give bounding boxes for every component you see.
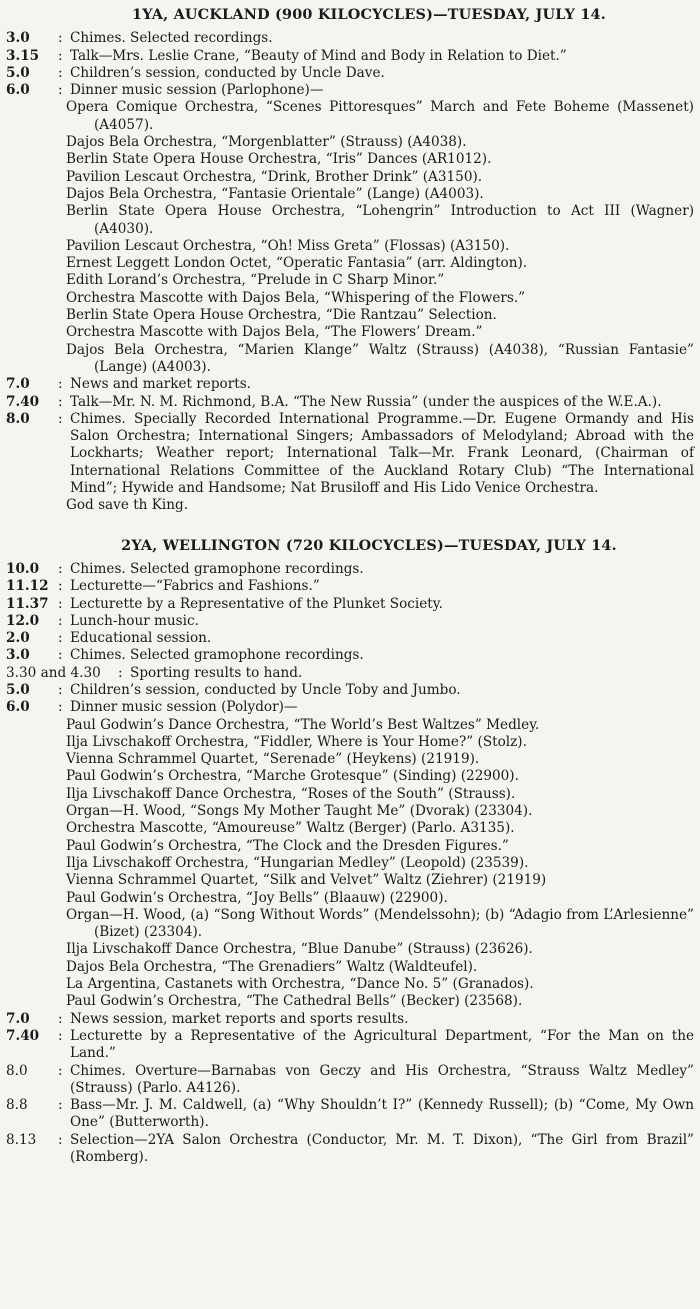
entry-time: 3.30 and 4.30 [6,664,101,681]
entry-time: 8.0 [6,1062,28,1079]
dinner-item: Paul Godwin’s Orchestra, “Marche Grotesque” (Sinding) (22900). [66,768,519,785]
entry-text: Lunch-hour music. [70,612,199,629]
dinner-item: Dajos Bela Orchestra, “Fantasie Orientale” (Lange) (A4003). [66,185,484,202]
entry-time: 6.0 [6,82,30,99]
schedule-entry: 3.15 : Talk—Mrs. Leslie Crane, “Beauty of Mind and Body in Relation to Diet.” [6,48,694,65]
entry-text: Lecturette—“Fabrics and Fashions.” [70,578,320,595]
entry-time: 11.37 [6,595,49,612]
entry-time: 5.0 [6,681,30,698]
schedule-entry: 5.0 : Children’s session, conducted by Uncle Dave. [6,65,694,82]
entry-time: 7.40 [6,1027,40,1044]
entry-text: News and market reports. [70,376,251,393]
entry-time: 11.12 [6,578,49,595]
station-heading-1ya: 1YA, AUCKLAND (900 KILOCYCLES)—TUESDAY, JULY 14. [132,6,606,23]
dinner-item: Orchestra Mascotte with Dajos Bela, “The Flowers’ Dream.” [66,324,483,341]
entry-text: Selection—2YA Salon Orchestra (Conductor, Mr. M. T. Dixon), “The Girl from Brazil” (Romberg). [70,1131,694,1165]
dinner-item: Edith Lorand’s Orchestra, “Prelude in C Sharp Minor.” [66,272,445,289]
dinner-item: La Argentina, Castanets with Orchestra, “Dance No. 5” (Granados). [66,976,534,993]
entry-text: Talk—Mr. N. M. Richmond, B.A. “The New Russia” (under the auspices of the W.E.A.). [70,393,662,410]
dinner-item: Pavilion Lescaut Orchestra, “Oh! Miss Greta” (Flossas) (A3150). [66,237,510,254]
dinner-item: Berlin State Opera House Orchestra, “Die Rantzau” Selection. [66,307,497,324]
entry-text: Chimes. Selected gramophone recordings. [70,560,364,577]
entry-text: Sporting results to hand. [130,664,303,681]
entry-text: Lecturette by a Representative of the Agricultural Department, “For the Man on the Land.” [70,1027,694,1062]
dinner-item: Organ—H. Wood, (a) “Song Without Words” (Mendelssohn); (b) “Adagio from L’Arlesienne” (Bizet) (23304). [66,906,694,941]
entry-time: 8.8 [6,1097,28,1114]
dinner-item: Ilja Livschakoff Orchestra, “Hungarian Medley” (Leopold) (23539). [66,854,529,871]
dinner-item: Pavilion Lescaut Orchestra, “Drink, Brother Drink” (A3150). [66,168,483,185]
schedule-entry: 3.0 : Chimes. Selected gramophone recordings. [6,647,694,664]
schedule-entry: 7.0 : News session, market reports and sports results. [6,1011,694,1028]
schedule-entry: 11.37 : Lecturette by a Representative of the Plunket Society. [6,596,694,613]
schedule-entry: 8.8 : Bass—Mr. J. M. Caldwell, (a) “Why Shouldn’t I?” (Kennedy Russell); (b) “Come, My Own One” (Butterworth). [6,1097,694,1131]
entry-text: Chimes. Overture—Barnabas von Geczy and His Orchestra, “Strauss Waltz Medley” (Strauss) (Parlo. A4126). [70,1062,694,1096]
dinner-item: Paul Godwin’s Orchestra, “The Cathedral Bells” (Becker) (23568). [66,993,523,1010]
entry-time: 10.0 [6,560,40,577]
dinner-item: Ilja Livschakoff Dance Orchestra, “Blue Danube” (Strauss) (23626). [66,941,533,958]
schedule-entry: 3.0 : Chimes. Selected recordings. [6,30,694,47]
schedule-entry: 12.0 : Lunch-hour music. [6,613,694,630]
entry-text: Talk—Mrs. Leslie Crane, “Beauty of Mind and Body in Relation to Diet.” [70,47,567,64]
dinner-item: Ernest Leggett London Octet, “Operatic Fantasia” (arr. Aldington). [66,255,528,272]
schedule-entry: 2.0 : Educational session. [6,630,694,647]
dinner-item: Dajos Bela Orchestra, “The Grenadiers” Waltz (Waldteufel). [66,958,478,975]
entry-text: Chimes. Specially Recorded International Programme.—Dr. Eugene Ormandy and His Salon Orchestra; International Singers; Ambassadors of Melodyland; Abroad with the Lockharts; Weather report; International Talk—Mr. Frank Leonard, (Chairman of International Relations Committee of the Auckland Rotary Club) “The International Mind”; Hywide and Handsome; Nat Brusiloff and His Lido Venice Orchestra. [70,410,694,497]
dinner-item: Paul Godwin’s Orchestra, “Joy Bells” (Blaauw) (22900). [66,889,448,906]
dinner-item: Orchestra Mascotte with Dajos Bela, “Whispering of the Flowers.” [66,289,526,306]
entry-time: 8.13 [6,1131,37,1148]
schedule-entry: 8.0 : Chimes. Specially Recorded International Programme.—Dr. Eugene Ormandy and His Salon Orchestra; International Singers; Ambassadors of Melodyland; Abroad with the Lockharts; Weather report; International Talk—Mr. Frank Leonard, (Chairman of International Relations Committee of the Auckland Rotary Club) “The International Mind”; Hywide and Handsome; Nat Brusiloff and His Lido Venice Orchestra. [6,410,694,497]
entry-time: 7.0 [6,376,30,393]
dinner-music-list-2ya [6,717,694,1011]
entry-time: 8.0 [6,410,30,427]
entry-time: 2.0 [6,630,30,647]
schedule-entry: 5.0 : Children’s session, conducted by Uncle Toby and Jumbo. [6,682,694,699]
schedule-entry: 8.0 : Chimes. Overture—Barnabas von Geczy and His Orchestra, “Strauss Waltz Medley” (Strauss) (Parlo. A4126). [6,1062,694,1096]
entry-time: 7.0 [6,1010,30,1027]
entry-time: 5.0 [6,64,30,81]
schedule-entry: 6.0 : Dinner music session (Parlophone)— [6,82,694,99]
entry-time: 7.40 [6,393,40,410]
dinner-item: Vienna Schrammel Quartet, “Serenade” (Heykens) (21919). [66,751,480,768]
dinner-item: Paul Godwin’s Orchestra, “The Clock and the Dresden Figures.” [66,837,509,854]
entry-text: Chimes. Selected gramophone recordings. [70,647,364,664]
schedule-entry: 7.40 : Talk—Mr. N. M. Richmond, B.A. “The New Russia” (under the auspices of the W.E.A.). [6,394,694,411]
listing-page [6,6,694,1166]
schedule-entry: 10.0 : Chimes. Selected gramophone recordings. [6,561,694,578]
entry-text: Dinner music session (Parlophone)— [70,82,324,99]
schedule-entry: 11.12 : Lecturette—“Fabrics and Fashions.” [6,578,694,595]
dinner-item: Paul Godwin’s Dance Orchestra, “The World’s Best Waltzes” Medley. [66,716,540,733]
entry-time: 12.0 [6,612,40,629]
dinner-item: Dajos Bela Orchestra, “Morgenblatter” (Strauss) (A4038). [66,134,467,151]
schedule-entry: 3.30 and 4.30 : Sporting results to hand. [6,665,694,682]
entry-text: Lecturette by a Representative of the Plunket Society. [70,595,443,612]
entry-text: News session, market reports and sports results. [70,1010,409,1027]
schedule-entry: 7.40 : Lecturette by a Representative of the Agricultural Department, “For the Man on the Land.” [6,1027,694,1062]
schedule-entry: 8.13 : Selection—2YA Salon Orchestra (Conductor, Mr. M. T. Dixon), “The Girl from Brazil” (Romberg). [6,1131,694,1165]
entry-text: Educational session. [70,630,212,647]
closing-line: God save th King. [66,497,189,514]
schedule-entry: 6.0 : Dinner music session (Polydor)— [6,699,694,716]
dinner-item: Ilja Livschakoff Dance Orchestra, “Roses of the South” (Strauss). [66,785,516,802]
entry-text: Chimes. Selected recordings. [70,30,273,47]
dinner-item: Berlin State Opera House Orchestra, “Iris” Dances (AR1012). [66,151,492,168]
dinner-item: Vienna Schrammel Quartet, “Silk and Velvet” Waltz (Ziehrer) (21919) [66,872,547,889]
entry-time: 6.0 [6,699,30,716]
dinner-item: Berlin State Opera House Orchestra, “Lohengrin” Introduction to Act III (Wagner) (A4030). [66,203,694,237]
dinner-item: Ilja Livschakoff Orchestra, “Fiddler, Where is Your Home?” (Stolz). [66,733,527,750]
entry-time: 3.0 [6,30,30,47]
dinner-item: Opera Comique Orchestra, “Scenes Pittoresques” March and Fete Boheme (Massenet) (A4057). [66,99,694,133]
entry-text: Children’s session, conducted by Uncle Dave. [70,64,385,81]
schedule-entry: 7.0 : News and market reports. [6,376,694,393]
entry-text: Children’s session, conducted by Uncle Toby and Jumbo. [70,681,461,698]
entry-time: 3.15 [6,47,40,64]
dinner-item: Dajos Bela Orchestra, “Marien Klange” Waltz (Strauss) (A4038), “Russian Fantasie” (Lange) (A4003). [66,341,694,375]
dinner-item: Organ—H. Wood, “Songs My Mother Taught Me” (Dvorak) (23304). [66,803,533,820]
dinner-item: Orchestra Mascotte, “Amoureuse” Waltz (Berger) (Parlo. A3135). [66,820,515,837]
station-heading-2ya: 2YA, WELLINGTON (720 KILOCYCLES)—TUESDAY, JULY 14. [121,536,617,554]
entry-text: Bass—Mr. J. M. Caldwell, (a) “Why Shouldn’t I?” (Kennedy Russell); (b) “Come, My Own One” (Butterworth). [70,1097,694,1131]
dinner-music-list-1ya [6,99,694,376]
entry-text: Dinner music session (Polydor)— [70,699,298,716]
entry-time: 3.0 [6,647,30,664]
